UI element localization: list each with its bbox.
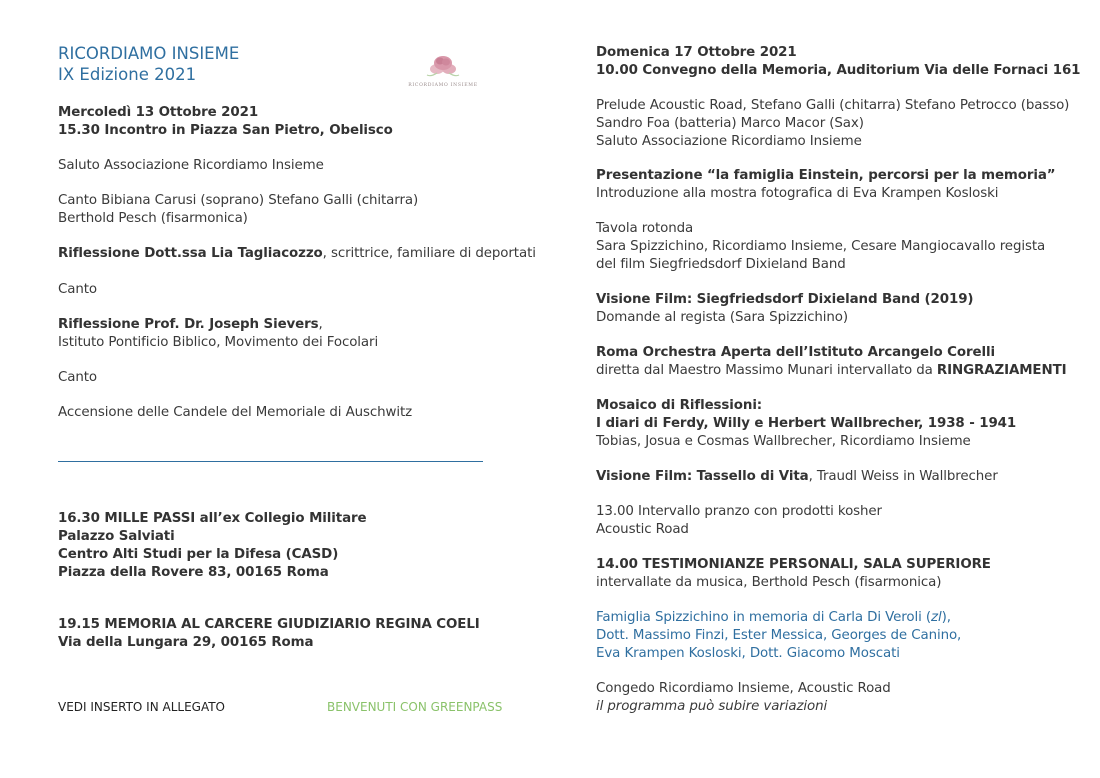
day2-event: 10.00 Convegno della Memoria, Auditorium Via delle Fornaci 161	[596, 63, 1081, 78]
canto1-line1: Canto Bibiana Carusi (soprano) Stefano Galli (chitarra)	[58, 193, 419, 208]
congedo-line: Congedo Ricordiamo Insieme, Acoustic Road	[596, 681, 891, 696]
famiglia-line1-a: Famiglia Spizzichino in memoria di Carla Di Veroli (	[596, 610, 932, 625]
mosaico-diari: I diari di Ferdy, Willy e Herbert Wallbrecher, 1938 - 1941	[596, 416, 1017, 431]
memoria-line1: 19.15 MEMORIA AL CARCERE GIUDIZIARIO REGINA COELI	[58, 617, 480, 632]
film1-title: Visione Film: Siegfriedsdorf Dixieland Band (2019)	[596, 292, 974, 307]
prelude-line1: Prelude Acoustic Road, Stefano Galli (chitarra) Stefano Petrocco (basso)	[596, 98, 1070, 113]
prelude-line3: Saluto Associazione Ricordiamo Insieme	[596, 134, 862, 149]
pranzo-line2: Acoustic Road	[596, 522, 689, 537]
orchestra-line2	[596, 362, 1067, 380]
greenpass-note: BENVENUTI CON GREENPASS	[327, 700, 503, 714]
riflessione2-speaker: Riflessione Prof. Dr. Joseph Sievers	[58, 317, 319, 332]
riflessione1-line	[58, 245, 536, 263]
riflessione2-line1	[58, 316, 323, 334]
mille-passi-line3: Centro Alti Studi per la Difesa (CASD)	[58, 547, 339, 562]
famiglia-line3: Eva Krampen Kosloski, Dott. Giacomo Moscati	[596, 646, 900, 661]
testimonianze-line2: intervallate da musica, Berthold Pesch (fisarmonica)	[596, 575, 942, 590]
tavola-line3: del film Siegfriedsdorf Dixieland Band	[596, 257, 846, 272]
mosaico-title: Mosaico di Riflessioni:	[596, 398, 763, 413]
famiglia-line1	[596, 609, 951, 627]
day1-event: 15.30 Incontro in Piazza San Pietro, Obelisco	[58, 123, 393, 138]
famiglia-line1-b: ),	[941, 610, 951, 625]
mosaico-line3: Tobias, Josua e Cosmas Wallbrecher, Ricordiamo Insieme	[596, 434, 971, 449]
tavola-line2: Sara Spizzichino, Ricordiamo Insieme, Cesare Mangiocavallo regista	[596, 239, 1046, 254]
tavola-line1: Tavola rotonda	[596, 221, 694, 236]
edition-title: IX Edizione 2021	[58, 64, 197, 84]
presentazione-title: Presentazione “la famiglia Einstein, percorsi per la memoria”	[596, 168, 1056, 183]
mille-passi-line1: 16.30 MILLE PASSI all’ex Collegio Militare	[58, 511, 367, 526]
variazioni-note: il programma può subire variazioni	[596, 699, 828, 714]
rose-icon	[404, 52, 482, 82]
day1-date: Mercoledì 13 Ottobre 2021	[58, 105, 259, 120]
riflessione2-comma: ,	[318, 317, 323, 332]
film1-line2: Domande al regista (Sara Spizzichino)	[596, 310, 848, 325]
prelude-line2: Sandro Foa (batteria) Marco Macor (Sax)	[596, 116, 864, 131]
candele-line: Accensione delle Candele del Memoriale di Auschwitz	[58, 405, 413, 420]
orchestra-title: Roma Orchestra Aperta dell’Istituto Arcangelo Corelli	[596, 345, 995, 360]
mille-passi-line4: Piazza della Rovere 83, 00165 Roma	[58, 565, 329, 580]
canto2-line: Canto	[58, 282, 97, 297]
ringraziamenti: RINGRAZIAMENTI	[936, 363, 1067, 378]
inserto-note: VEDI INSERTO IN ALLEGATO	[58, 700, 225, 714]
riflessione1-speaker: Riflessione Dott.ssa Lia Tagliacozzo	[58, 246, 323, 261]
famiglia-line2: Dott. Massimo Finzi, Ester Messica, Georges de Canino,	[596, 628, 962, 643]
testimonianze-title: 14.00 TESTIMONIANZE PERSONALI, SALA SUPERIORE	[596, 557, 991, 572]
logo-text: RICORDIAMO INSIEME	[408, 83, 478, 88]
section-divider	[58, 461, 483, 462]
film2-line	[596, 468, 998, 486]
day2-date: Domenica 17 Ottobre 2021	[596, 45, 797, 60]
saluto-line: Saluto Associazione Ricordiamo Insieme	[58, 158, 324, 173]
ricordiamo-insieme-logo	[404, 52, 482, 92]
famiglia-line1-zl: zl	[931, 610, 942, 625]
canto3-line: Canto	[58, 370, 97, 385]
event-title: RICORDIAMO INSIEME	[58, 44, 240, 63]
riflessione2-line2: Istituto Pontificio Biblico, Movimento dei Focolari	[58, 335, 379, 350]
film2-title: Visione Film: Tassello di Vita	[596, 469, 809, 484]
mille-passi-line2: Palazzo Salviati	[58, 529, 175, 544]
presentazione-line2: Introduzione alla mostra fotografica di Eva Krampen Kosloski	[596, 186, 999, 201]
film2-rest: , Traudl Weiss in Wallbrecher	[808, 469, 998, 484]
riflessione1-role: , scrittrice, familiare di deportati	[322, 246, 536, 261]
event-heading	[58, 44, 239, 85]
memoria-line2: Via della Lungara 29, 00165 Roma	[58, 635, 314, 650]
canto1-line2: Berthold Pesch (fisarmonica)	[58, 211, 248, 226]
orchestra-director: diretta dal Maestro Massimo Munari intervallato da	[596, 363, 937, 378]
pranzo-line1: 13.00 Intervallo pranzo con prodotti kosher	[596, 504, 882, 519]
